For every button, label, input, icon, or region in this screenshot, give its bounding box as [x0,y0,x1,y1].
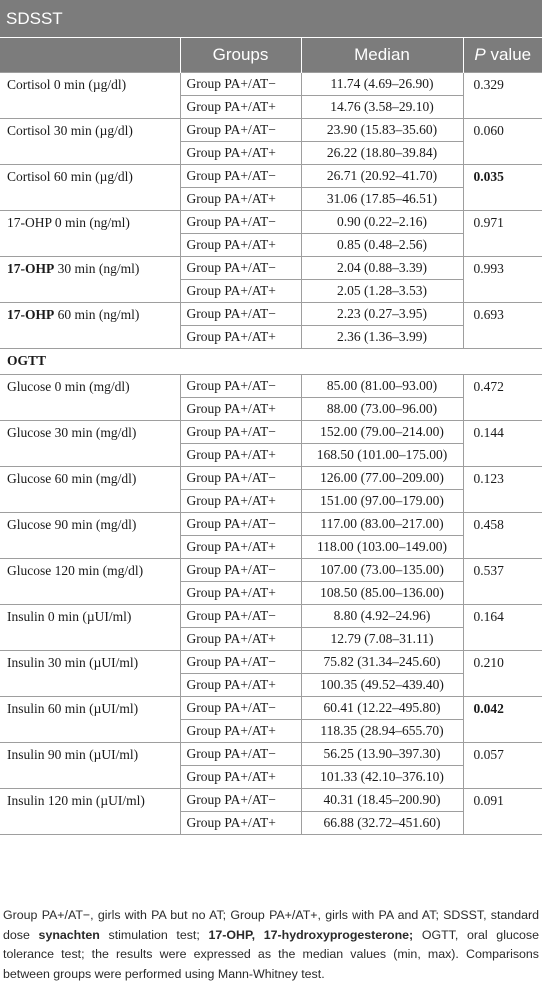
median-cell: 23.90 (15.83–35.60) [301,118,463,141]
table-row [0,302,542,325]
variable-label: Cortisol 0 min (µg/dl) [0,72,180,118]
p-value-cell: 0.472 [463,374,542,420]
p-value-cell: 0.693 [463,302,542,348]
median-cell: 168.50 (101.00–175.00) [301,443,463,466]
p-value-cell: 0.060 [463,118,542,164]
median-cell: 118.35 (28.94–655.70) [301,719,463,742]
median-cell: 0.85 (0.48–2.56) [301,233,463,256]
p-value-cell: 0.971 [463,210,542,256]
header-row [0,38,542,72]
group-cell: Group PA+/AT+ [180,141,301,164]
table-row [0,118,542,141]
table-row [0,210,542,233]
median-cell: 152.00 (79.00–214.00) [301,420,463,443]
median-cell: 117.00 (83.00–217.00) [301,512,463,535]
variable-label: Insulin 0 min (µUI/ml) [0,604,180,650]
section-title: OGTT [0,348,542,374]
table-row [0,512,542,535]
variable-label [0,256,180,302]
p-value-cell: 0.042 [463,696,542,742]
header-empty [0,38,180,72]
group-cell: Group PA+/AT+ [180,233,301,256]
table-banner: SDSST [0,0,542,38]
p-value-cell: 0.035 [463,164,542,210]
table-row [0,420,542,443]
variable-label: 17-OHP 0 min (ng/ml) [0,210,180,256]
median-cell: 8.80 (4.92–24.96) [301,604,463,627]
variable-label-bold: 17-OHP [7,306,55,322]
table-row [0,788,542,811]
group-cell: Group PA+/AT+ [180,627,301,650]
variable-label [0,302,180,348]
table-row [0,604,542,627]
median-cell: 66.88 (32.72–451.60) [301,811,463,834]
variable-label: Glucose 60 min (mg/dl) [0,466,180,512]
median-cell: 85.00 (81.00–93.00) [301,374,463,397]
variable-label-rest: 30 min (ng/ml) [54,260,140,276]
median-cell: 151.00 (97.00–179.00) [301,489,463,512]
group-cell: Group PA+/AT− [180,210,301,233]
header-groups: Groups [180,38,301,72]
footnote-part2: stimulation test; [99,927,209,942]
section-row [0,348,542,374]
variable-label-bold: 17-OHP [7,260,55,276]
median-cell: 60.41 (12.22–495.80) [301,696,463,719]
footnote-bold-synachten: synachten [38,927,100,942]
group-cell: Group PA+/AT+ [180,325,301,348]
median-cell: 14.76 (3.58–29.10) [301,95,463,118]
median-cell: 75.82 (31.34–245.60) [301,650,463,673]
group-cell: Group PA+/AT+ [180,397,301,420]
variable-label: Insulin 30 min (µUI/ml) [0,650,180,696]
table-row [0,466,542,489]
group-cell: Group PA+/AT+ [180,719,301,742]
median-cell: 108.50 (85.00–136.00) [301,581,463,604]
group-cell: Group PA+/AT− [180,302,301,325]
group-cell: Group PA+/AT− [180,374,301,397]
group-cell: Group PA+/AT+ [180,673,301,696]
median-cell: 40.31 (18.45–200.90) [301,788,463,811]
p-value-cell: 0.091 [463,788,542,834]
median-cell: 12.79 (7.08–31.11) [301,627,463,650]
footnote-part3: OGTT, oral glucose tolerance test; the results were expressed as the median values (min, max). Comparisons between groups were performed using Mann-Whitney test. [3,927,540,981]
group-cell: Group PA+/AT+ [180,489,301,512]
header-p-rest: value [485,44,532,64]
p-value-cell: 0.993 [463,256,542,302]
group-cell: Group PA+/AT+ [180,279,301,302]
table-row [0,256,542,279]
group-cell: Group PA+/AT+ [180,765,301,788]
group-cell: Group PA+/AT− [180,256,301,279]
median-cell: 100.35 (49.52–439.40) [301,673,463,696]
variable-label: Insulin 90 min (µUI/ml) [0,742,180,788]
table-row [0,742,542,765]
p-value-cell: 0.210 [463,650,542,696]
group-cell: Group PA+/AT− [180,650,301,673]
variable-label-rest: 60 min (ng/ml) [54,306,140,322]
header-median: Median [301,38,463,72]
median-cell: 88.00 (73.00–96.00) [301,397,463,420]
median-cell: 118.00 (103.00–149.00) [301,535,463,558]
group-cell: Group PA+/AT− [180,72,301,95]
group-cell: Group PA+/AT− [180,696,301,719]
variable-label: Cortisol 60 min (µg/dl) [0,164,180,210]
group-cell: Group PA+/AT− [180,604,301,627]
median-cell: 26.22 (18.80–39.84) [301,141,463,164]
variable-label: Insulin 120 min (µUI/ml) [0,788,180,834]
group-cell: Group PA+/AT− [180,466,301,489]
header-p-value [463,38,542,72]
variable-label: Glucose 120 min (mg/dl) [0,558,180,604]
group-cell: Group PA+/AT− [180,420,301,443]
group-cell: Group PA+/AT+ [180,95,301,118]
median-cell: 2.23 (0.27–3.95) [301,302,463,325]
median-cell: 126.00 (77.00–209.00) [301,466,463,489]
group-cell: Group PA+/AT− [180,512,301,535]
group-cell: Group PA+/AT− [180,558,301,581]
median-cell: 26.71 (20.92–41.70) [301,164,463,187]
table-row [0,164,542,187]
group-cell: Group PA+/AT+ [180,581,301,604]
header-p-letter: P [474,44,486,64]
group-cell: Group PA+/AT− [180,788,301,811]
variable-label: Cortisol 30 min (µg/dl) [0,118,180,164]
footnote-bold-17ohp: 17-OHP, 17-hydroxyprogesterone; [208,927,414,942]
median-cell: 101.33 (42.10–376.10) [301,765,463,788]
p-value-cell: 0.144 [463,420,542,466]
median-cell: 107.00 (73.00–135.00) [301,558,463,581]
group-cell: Group PA+/AT+ [180,535,301,558]
variable-label: Glucose 0 min (mg/dl) [0,374,180,420]
median-cell: 0.90 (0.22–2.16) [301,210,463,233]
p-value-cell: 0.057 [463,742,542,788]
table-row [0,558,542,581]
median-cell: 31.06 (17.85–46.51) [301,187,463,210]
table-row [0,374,542,397]
p-value-cell: 0.458 [463,512,542,558]
variable-label: Insulin 60 min (µUI/ml) [0,696,180,742]
group-cell: Group PA+/AT+ [180,811,301,834]
table-row [0,72,542,95]
median-cell: 56.25 (13.90–397.30) [301,742,463,765]
median-cell: 2.05 (1.28–3.53) [301,279,463,302]
table-body [0,72,542,834]
table-row [0,696,542,719]
group-cell: Group PA+/AT− [180,742,301,765]
table-footnote [3,906,539,984]
group-cell: Group PA+/AT+ [180,187,301,210]
group-cell: Group PA+/AT− [180,118,301,141]
table-row [0,650,542,673]
p-value-cell: 0.123 [463,466,542,512]
p-value-cell: 0.537 [463,558,542,604]
variable-label: Glucose 90 min (mg/dl) [0,512,180,558]
group-cell: Group PA+/AT− [180,164,301,187]
group-cell: Group PA+/AT+ [180,443,301,466]
footnote-part1: Group PA+/AT−, girls with PA but no AT; Group PA+/AT+, girls with PA and AT; SDSST, standard dose [3,908,539,942]
median-cell: 2.04 (0.88–3.39) [301,256,463,279]
median-cell: 11.74 (4.69–26.90) [301,72,463,95]
p-value-cell: 0.164 [463,604,542,650]
median-cell: 2.36 (1.36–3.99) [301,325,463,348]
results-table [0,38,542,835]
p-value-cell: 0.329 [463,72,542,118]
variable-label: Glucose 30 min (mg/dl) [0,420,180,466]
